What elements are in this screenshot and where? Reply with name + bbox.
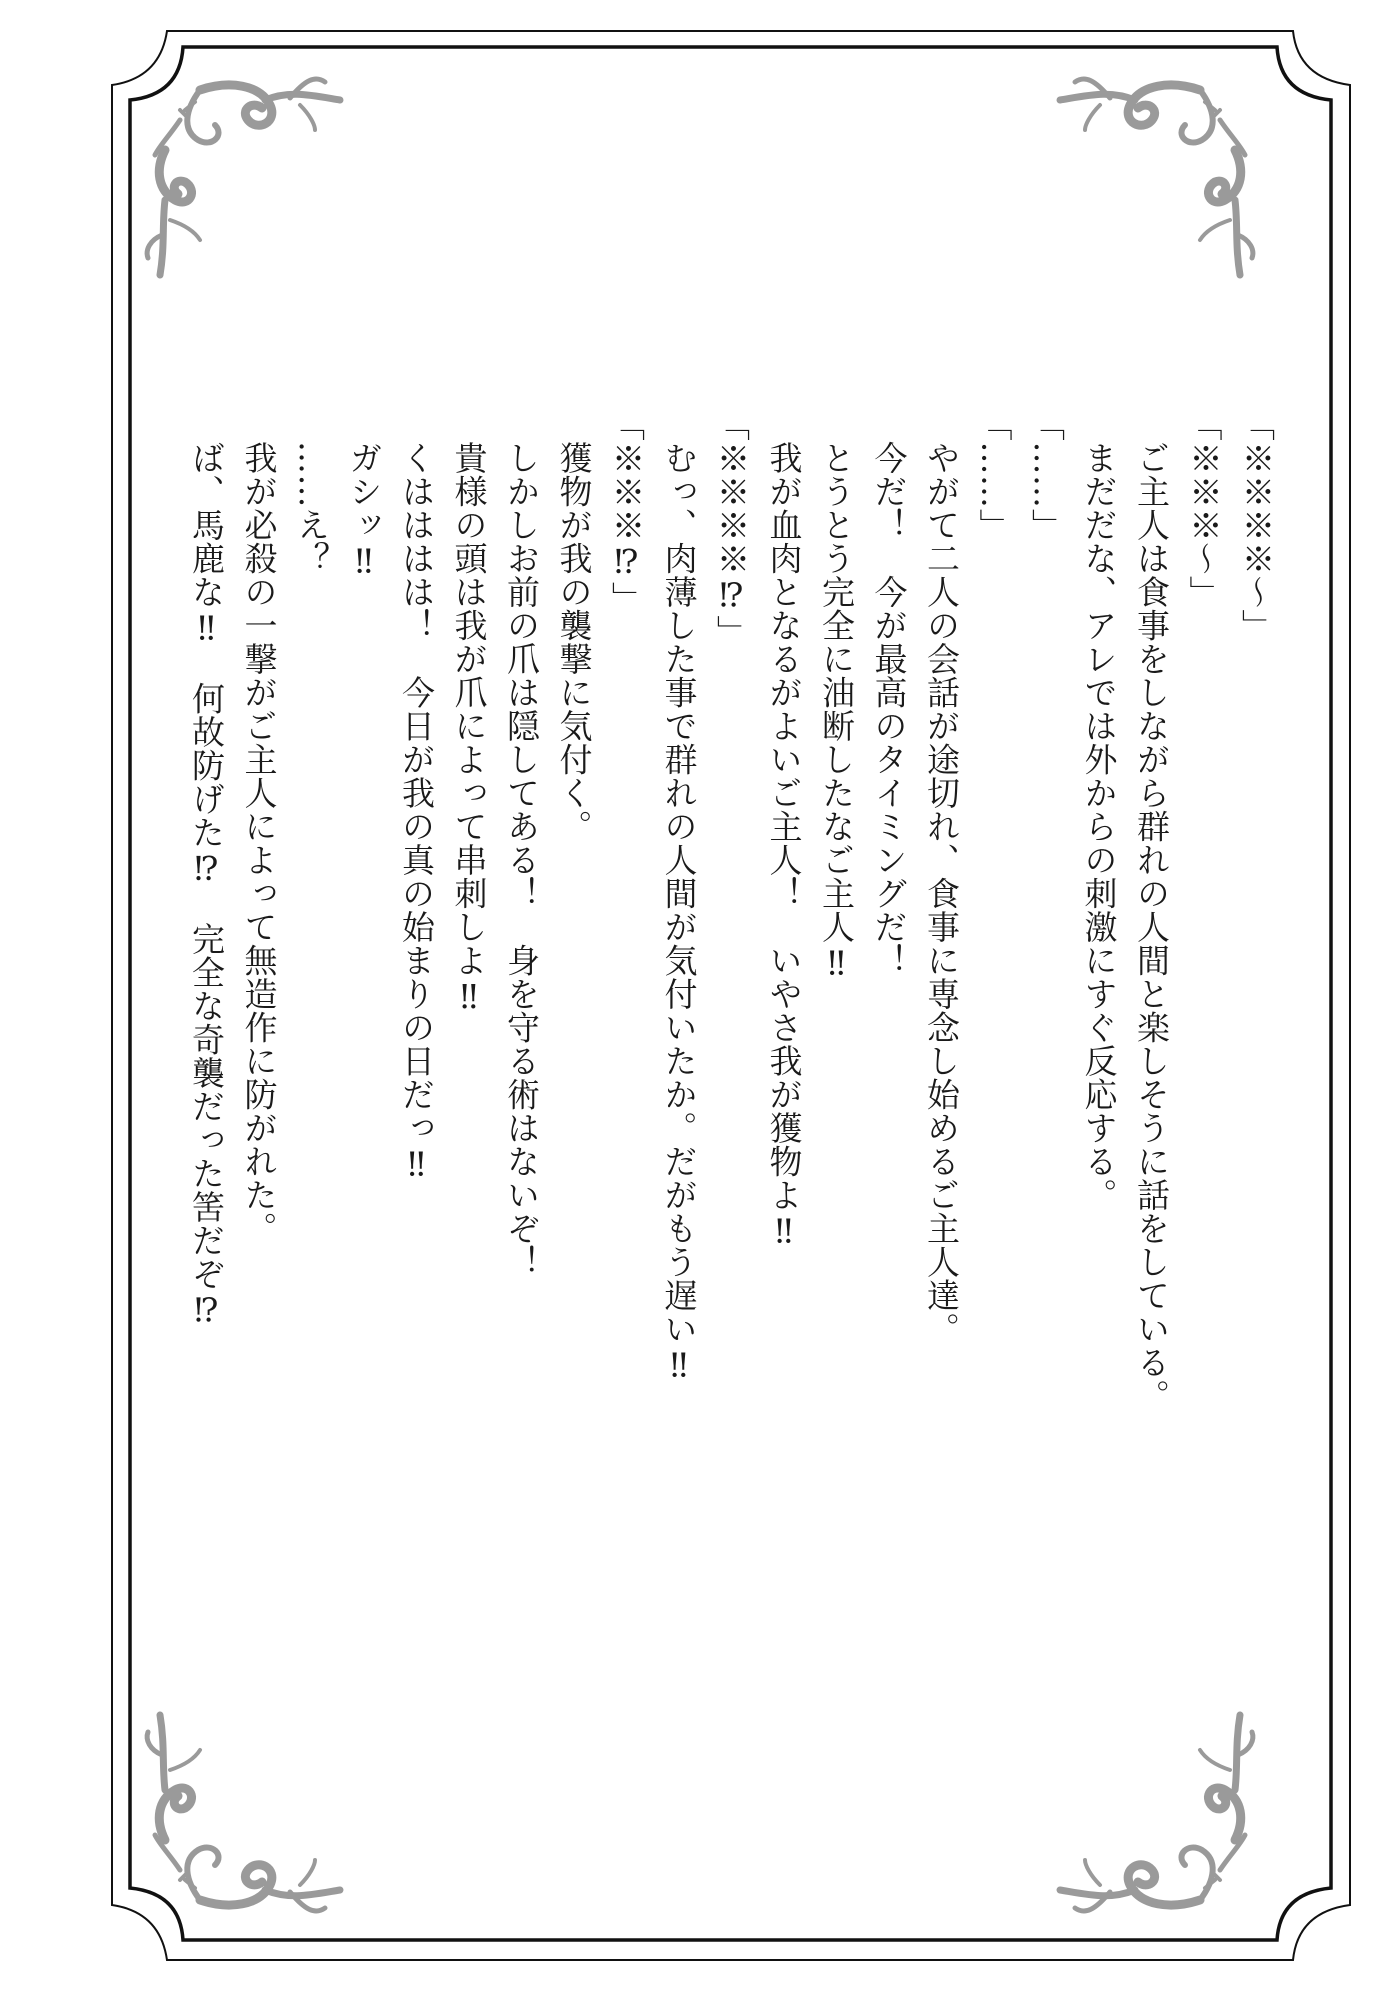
text-line-narration: 貴様の頭は我が爪によって串刺しよ‼	[449, 441, 489, 1017]
text-line-narration: 我が血肉となるがよいご主人！ いやさ我が獲物よ‼	[764, 441, 804, 1251]
text-line-narration: むっ、肉薄した事で群れの人間が気付いたか。だがもう遅い‼	[659, 441, 699, 1385]
text-line-dialogue: 「※※※～」	[1184, 408, 1224, 609]
text-line-narration: 獲物が我の襲撃に気付く。	[554, 441, 594, 843]
text-line-dialogue: 「……」	[974, 408, 1014, 542]
corner-flourish-bottom-right-icon	[1030, 1700, 1260, 1930]
text-line-narration: ご主人は食事をしながら群れの人間と楽しそうに話をしている。	[1132, 441, 1171, 1413]
text-line-narration: しかしお前の爪は隠してある！ 身を守る術はないぞ！	[502, 441, 541, 1279]
text-line-dialogue: 「※※※※～」	[1237, 408, 1276, 643]
corner-flourish-bottom-left-icon	[140, 1700, 370, 1930]
corner-flourish-top-left-icon	[140, 60, 370, 290]
text-line-narration: ば、馬鹿な‼ 何故防げた⁉ 完全な奇襲だった筈だぞ⁉	[187, 441, 226, 1330]
text-line-narration: ガシッ‼	[344, 441, 384, 581]
text-line-narration: 我が必殺の一撃がご主人によって無造作に防がれた。	[239, 441, 279, 1245]
text-line-dialogue: 「※※※※⁉」	[712, 408, 751, 649]
text-line-narration: やがて二人の会話が途切れ、食事に専念し始めるご主人達。	[922, 441, 961, 1346]
novel-body-text	[180, 408, 1283, 1413]
text-line-narration: まだだな、アレでは外からの刺激にすぐ反応する。	[1079, 441, 1119, 1212]
text-line-narration: ……え？	[292, 441, 331, 575]
text-line-narration: とうとう完全に油断したなご主人‼	[817, 441, 856, 983]
text-line-dialogue: 「……」	[1027, 408, 1066, 542]
text-line-narration: くはははは！ 今日が我の真の始まりの日だっ‼	[397, 441, 436, 1184]
text-line-dialogue: 「※※※⁉」	[607, 408, 646, 615]
text-line-narration: 今だ！ 今が最高のタイミングだ！	[869, 441, 909, 977]
corner-flourish-top-right-icon	[1030, 60, 1260, 290]
